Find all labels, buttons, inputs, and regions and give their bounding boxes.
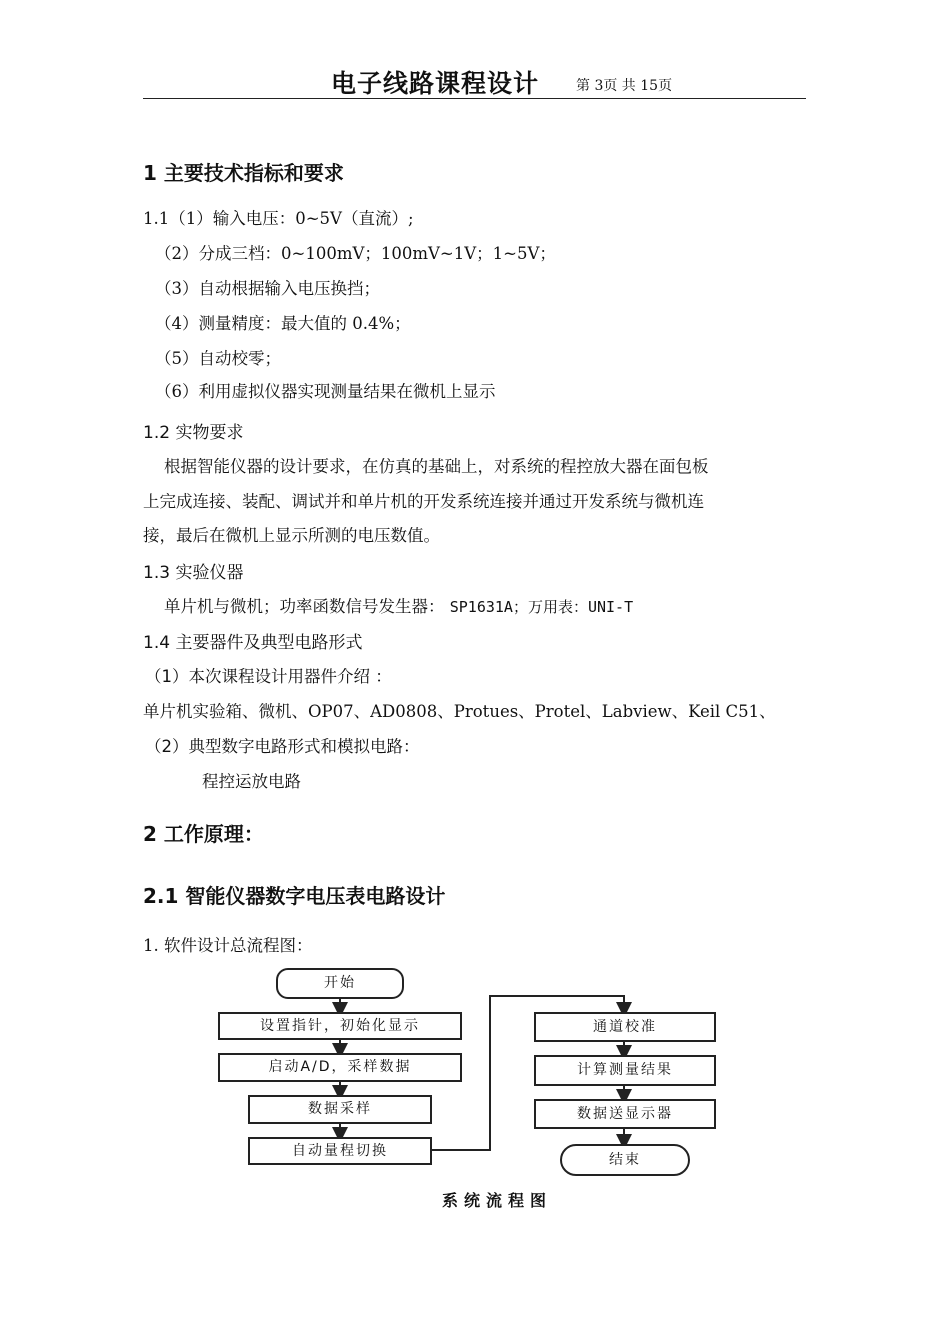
paragraph-line-2: 上完成连接、装配、调试并和单片机的开发系统连接并通过开发系统与微机连 bbox=[143, 492, 704, 511]
flowchart-caption: 系统流程图 bbox=[442, 1191, 553, 1210]
flow-step-autorange: 自动量程切换 bbox=[248, 1137, 432, 1165]
devices-subheading: （1）本次课程设计用器件介绍 ： bbox=[145, 667, 392, 686]
header-title: 电子线路课程设计 bbox=[331, 69, 540, 98]
section-2-1-heading: 2.1 智能仪器数字电压表电路设计 bbox=[143, 884, 446, 908]
instruments-line bbox=[164, 593, 633, 617]
flow-step-init: 设置指针，初始化显示 bbox=[218, 1012, 462, 1040]
header-page-info: 第 3页 共 15页 bbox=[576, 78, 673, 94]
flow-start: 开始 bbox=[276, 968, 404, 999]
spec-item-2: （2）分成三档：0~100mV；100mV~1V；1~5V； bbox=[155, 244, 556, 263]
circuit-name: 程控运放电路 bbox=[202, 772, 301, 791]
flow-step-sample: 数据采样 bbox=[248, 1095, 432, 1124]
spec-item-5: （5）自动校零； bbox=[155, 349, 281, 368]
flow-step-compute: 计算测量结果 bbox=[534, 1055, 716, 1086]
system-flowchart bbox=[200, 962, 740, 1212]
paragraph-line-1: 根据智能仪器的设计要求，在仿真的基础上，对系统的程控放大器在面包板 bbox=[164, 457, 709, 476]
section-1-3-heading: 1.3 实验仪器 bbox=[143, 563, 244, 583]
flow-end: 结束 bbox=[560, 1144, 690, 1176]
section-1-2-heading: 1.2 实物要求 bbox=[143, 423, 244, 443]
spec-item-4: （4）测量精度：最大值的 0.4%； bbox=[155, 314, 411, 333]
instruments-models: SP1631A；万用表：UNI-T bbox=[449, 598, 634, 616]
flow-step-adc: 启动A/D，采样数据 bbox=[218, 1053, 462, 1082]
spec-item-6: （6）利用虚拟仪器实现测量结果在微机上显示 bbox=[155, 382, 496, 401]
section-1-heading: 1 主要技术指标和要求 bbox=[143, 161, 344, 185]
paragraph-line-3: 接，最后在微机上显示所测的电压数值。 bbox=[143, 526, 440, 545]
circuit-subheading: （2）典型数字电路形式和模拟电路： bbox=[145, 737, 420, 756]
spec-item-3: （3）自动根据输入电压换挡； bbox=[155, 279, 380, 298]
flow-step-display: 数据送显示器 bbox=[534, 1099, 716, 1129]
devices-list: 单片机实验箱、微机、OP07、AD0808、Protues、Protel、Labview、Keil C51、 bbox=[143, 702, 776, 721]
section-2-heading: 2 工作原理： bbox=[143, 822, 264, 846]
section-1-4-heading: 1.4 主要器件及典型电路形式 bbox=[143, 633, 363, 653]
page-header bbox=[143, 60, 806, 99]
flowchart-intro: 1. 软件设计总流程图： bbox=[143, 936, 313, 955]
flow-step-calibrate: 通道校准 bbox=[534, 1012, 716, 1042]
spec-item-1: 1.1（1）输入电压：0~5V（直流）; bbox=[143, 209, 414, 228]
instruments-text: 单片机与微机；功率函数信号发生器： bbox=[164, 597, 445, 616]
